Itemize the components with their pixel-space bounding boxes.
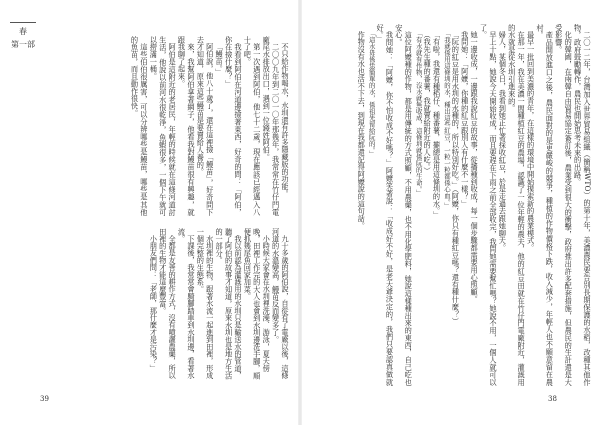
page-number-right: 38: [548, 395, 557, 403]
paragraph: 作物沒有水也活不下去，到現在我都還記得阿嬤說的這句話。: [357, 31, 367, 230]
header-part: 春: [19, 27, 27, 36]
paragraph: 來，我幫阿伯拿著網子，他看我對鰻苗很有興趣，就跟我聊了起來。: [177, 36, 196, 216]
paragraph: 小朋友們問：「老師，那什麼才是污染？」: [149, 235, 159, 372]
quote-text: 「我就係用這條圳的水，種出這些紅豆，一粒一粒都係心血。」: [442, 30, 451, 210]
page-number-left: 39: [40, 395, 49, 403]
paragraph: 這些伯伯很厲害，可以分辨哪些是鰻苗，哪些是其他的魚苗，而且動作很快。: [130, 36, 149, 216]
paragraph: 我以前認為灌溉用的水圳只是輸送水的管道，聽了阿伯的故事才知道，原來水圳也是地方生活的一部分。: [215, 228, 243, 380]
paragraph: 水圳裡的生物，跟著水流一起進到田裡，形成一個完整的生態系。: [196, 228, 215, 380]
left-page-top-text: [40, 36, 290, 216]
paragraph: 化的韓國，在兩韓自由貿易協定簽訂後，農業受到很大的衝擊，政府推出許多配套措施，但農民的生計還是大受影響。: [554, 24, 574, 386]
right-page-text: [310, 24, 592, 386]
paragraph: 「阮的紅豆是用水圳的水種的，所以特別好吃。」（阿嬤，你只有種紅豆嗎？還有種什麼？）: [451, 31, 461, 326]
paragraph: 小時候大家會在水圳裡洗澡、游泳，夏天傍晚，田裡工作完的大人也會到水圳邊洗手腳，順便抓幾尾魚回家加菜。: [243, 228, 272, 380]
paragraph: 我看到阿伯在河道邊撿著東西，好奇的問：「阿伯，你在撿什麼？」: [224, 36, 243, 216]
header-chapter: 第一部: [11, 40, 35, 49]
paragraph: 最早一批回到美濃的青年，在這樣的環境中開始摸索新的農業模式。: [526, 31, 536, 252]
paragraph: 全都是友善的耕作方式，沒有噴灑農藥，所以田裡的生物才能這麼豐富。: [158, 228, 178, 380]
quote-text: 「有水就有作物，沒水就無收成，這條圳就係阮的生命。」: [414, 30, 423, 197]
paragraph: 不只給作物喝水，水圳還有許多隱藏版的功能。: [281, 43, 290, 198]
left-page-bottom-text: [40, 228, 290, 386]
paragraph: 第一次遇到阿伯，他七十二歲，現在應該已經邁入八十了吧。: [243, 36, 262, 216]
paragraph: 阿伯是這附近的老居民，年輕的時候就在這條河道討生活，他說以前河水很乾淨，魚蝦很多，一個下午就可以撈滿一桶。: [149, 36, 178, 216]
paragraph: 婦人，某個冬日，我看到她正忙著採收紅豆，於是走過去跟她聊天。: [498, 31, 508, 252]
paragraph: 在那一年，我在美濃一間種植紅豆的農場，認識了一位年輕的農夫，他的紅豆田就在竹仔門電廠附近，灌溉用的水就是從水圳引進來的。: [507, 24, 527, 386]
book-gutter: [298, 0, 302, 425]
paragraph: 下課後，我常常會騎腳踏車到水圳邊，看著水流。: [177, 228, 196, 380]
paragraph: 九十多歲的阿伯說，自從有了電廠以後，這條河道的水溫變高，鰻苗反而變多了。: [271, 228, 290, 380]
paragraph: 二〇〇九年到二〇一〇年那幾年，我常常在竹仔門電廠尾水排放出口，遇到一位錢姓阿伯。: [262, 36, 281, 216]
paragraph: 早上十點，她說今天開始收成，而且要趕在下雨之前全部收完，我問她需要幫忙嗎？她說不用，一個人就可以了。: [479, 24, 498, 386]
paragraph: 產品開放進口之後，農民面對的是更嚴峻的競爭，種植的作物價格下跌，收入減少，年輕人也不願意留在農村。: [535, 24, 555, 386]
running-header: [8, 22, 38, 49]
paragraph: 我問她：「阿嬤，你不怕收成不好嗎？」阿嬤笑著說：「收成好不好，是老天爺決定的，我們只要認真做就好。」: [376, 24, 395, 386]
paragraph: 這位阿嬤種的作物，都是用傳統的方式照顧，不用農藥，也不用化學肥料，她說這樣種出來的東西，自己吃也安心。: [394, 24, 414, 386]
paragraph: 二〇一二年，台灣加入世界貿易組織（簡稱WTO）的第十年，美濃農民要告別長期保護的水稻，改種其他作物，政府鼓勵轉作，農民也開始思考未來的出路。: [573, 24, 592, 386]
quote-text: 「這水毋係恁簡單的水，係祖先留給阮的。」: [367, 30, 376, 158]
paragraph: 她一邊收成，一邊跟我說紅豆的故事，從播種到收成，每一個步驟都需要用心照顧。: [470, 31, 480, 304]
paragraph: 阿伯說，他八十歲了，還在這裡撿「鰻苗」，好奇問下去才知道，原來這些鰻苗是要賣給人養的。: [196, 36, 215, 216]
paragraph: 我問她：「阿嬤，你種的紅豆跟別人有什麼不一樣？」: [460, 31, 470, 208]
paragraph: （我先生種的番薯，我就賣給附近的人吃。）: [423, 31, 433, 175]
paragraph: 「鰻苗。」: [215, 43, 225, 77]
paragraph: 「有啦，我還有種稻仔、種番薯，攏總是用這條圳的水。」: [432, 31, 442, 219]
header-rule: [10, 22, 36, 23]
